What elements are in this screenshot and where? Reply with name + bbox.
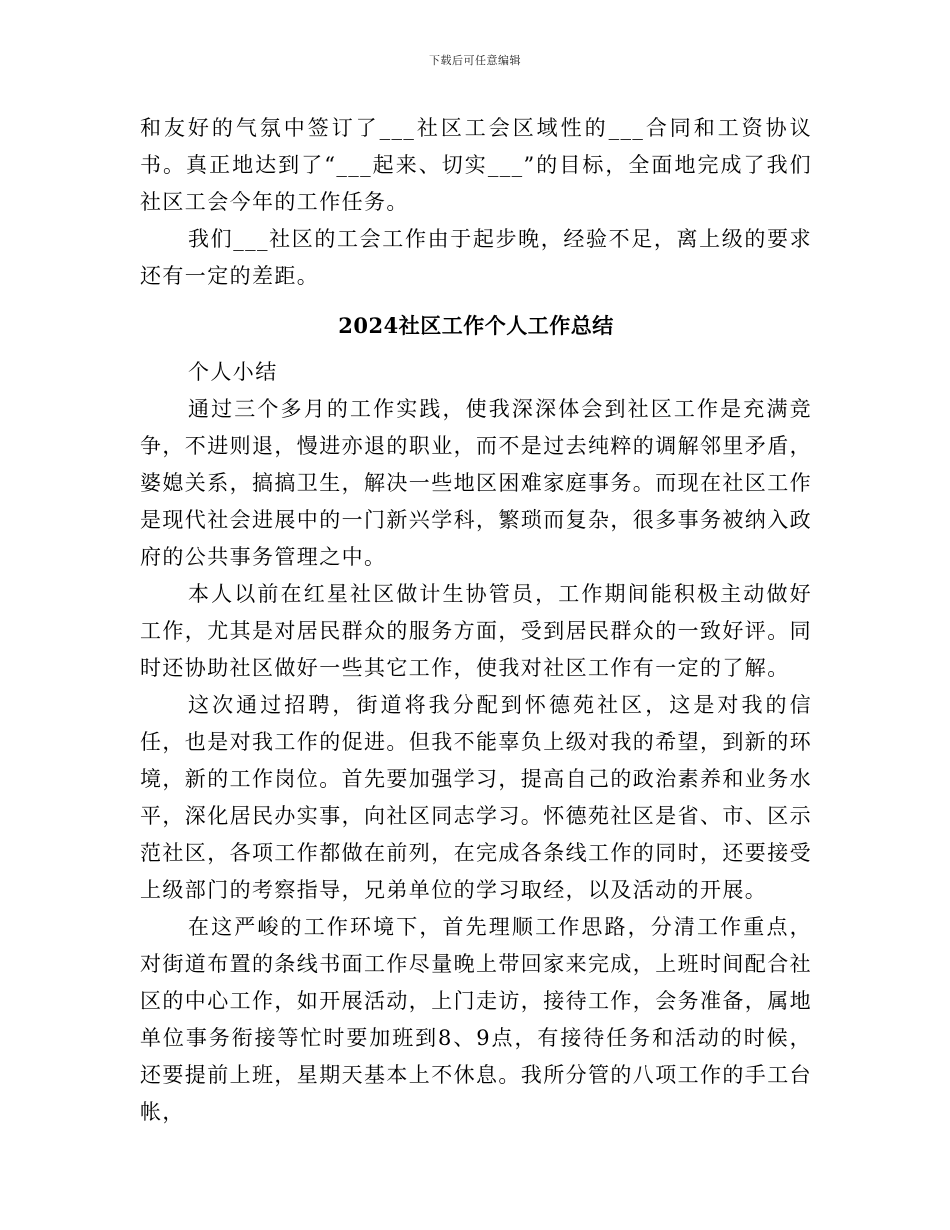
- paragraph-1: 通过三个多月的工作实践，使我深深体会到社区工作是充满竞争，不进则退，慢进亦退的职业，而不是过去纯粹的调解邻里矛盾，婆媳关系，搞搞卫生，解决一些地区困难家庭事务。而现在社区工作是现代社会进展中的一门新兴学科，繁琐而复杂，很多事务被纳入政府的公共事务管理之中。: [140, 397, 812, 569]
- paragraph-prev-2: 我们___社区的工会工作由于起步晚，经验不足，离上级的要求还有一定的差距。: [140, 227, 812, 288]
- document-body: [140, 110, 812, 1131]
- paragraph-prev-1: 和友好的气氛中签订了___社区工会区域性的___合同和工资协议书。真正地达到了“___起来、切实___”的目标，全面地完成了我们社区工会今年的工作任务。: [140, 116, 812, 214]
- page-header: 下载后可任意编辑: [429, 54, 521, 67]
- paragraph-4: 在这严峻的工作环境下，首先理顺工作思路，分清工作重点，对街道布置的条线书面工作尽量晚上带回家来完成，上班时间配合社区的中心工作，如开展活动，上门走访，接待工作，会务准备，属地单位事务衔接等忙时要加班到8、9点，有接待任务和活动的时候，还要提前上班，星期天基本上不休息。我所分管的八项工作的手工台帐，: [140, 915, 812, 1124]
- paragraph-2: 本人以前在红星社区做计生协管员，工作期间能积极主动做好工作，尤其是对居民群众的服务方面，受到居民群众的一致好评。同时还协助社区做好一些其它工作，使我对社区工作有一定的了解。: [140, 582, 812, 680]
- section-title: 2024社区工作个人工作总结: [338, 313, 614, 338]
- paragraph-3: 这次通过招聘，街道将我分配到怀德苑社区，这是对我的信任，也是对我工作的促进。但我不能辜负上级对我的希望，到新的环境，新的工作岗位。首先要加强学习，提高自己的政治素养和业务水平，深化居民办实事，向社区同志学习。怀德苑社区是省、市、区示范社区，各项工作都做在前列，在完成各条线工作的同时，还要接受上级部门的考察指导，兄弟单位的学习取经，以及活动的开展。: [140, 693, 812, 902]
- subheading: 个人小结: [188, 360, 278, 384]
